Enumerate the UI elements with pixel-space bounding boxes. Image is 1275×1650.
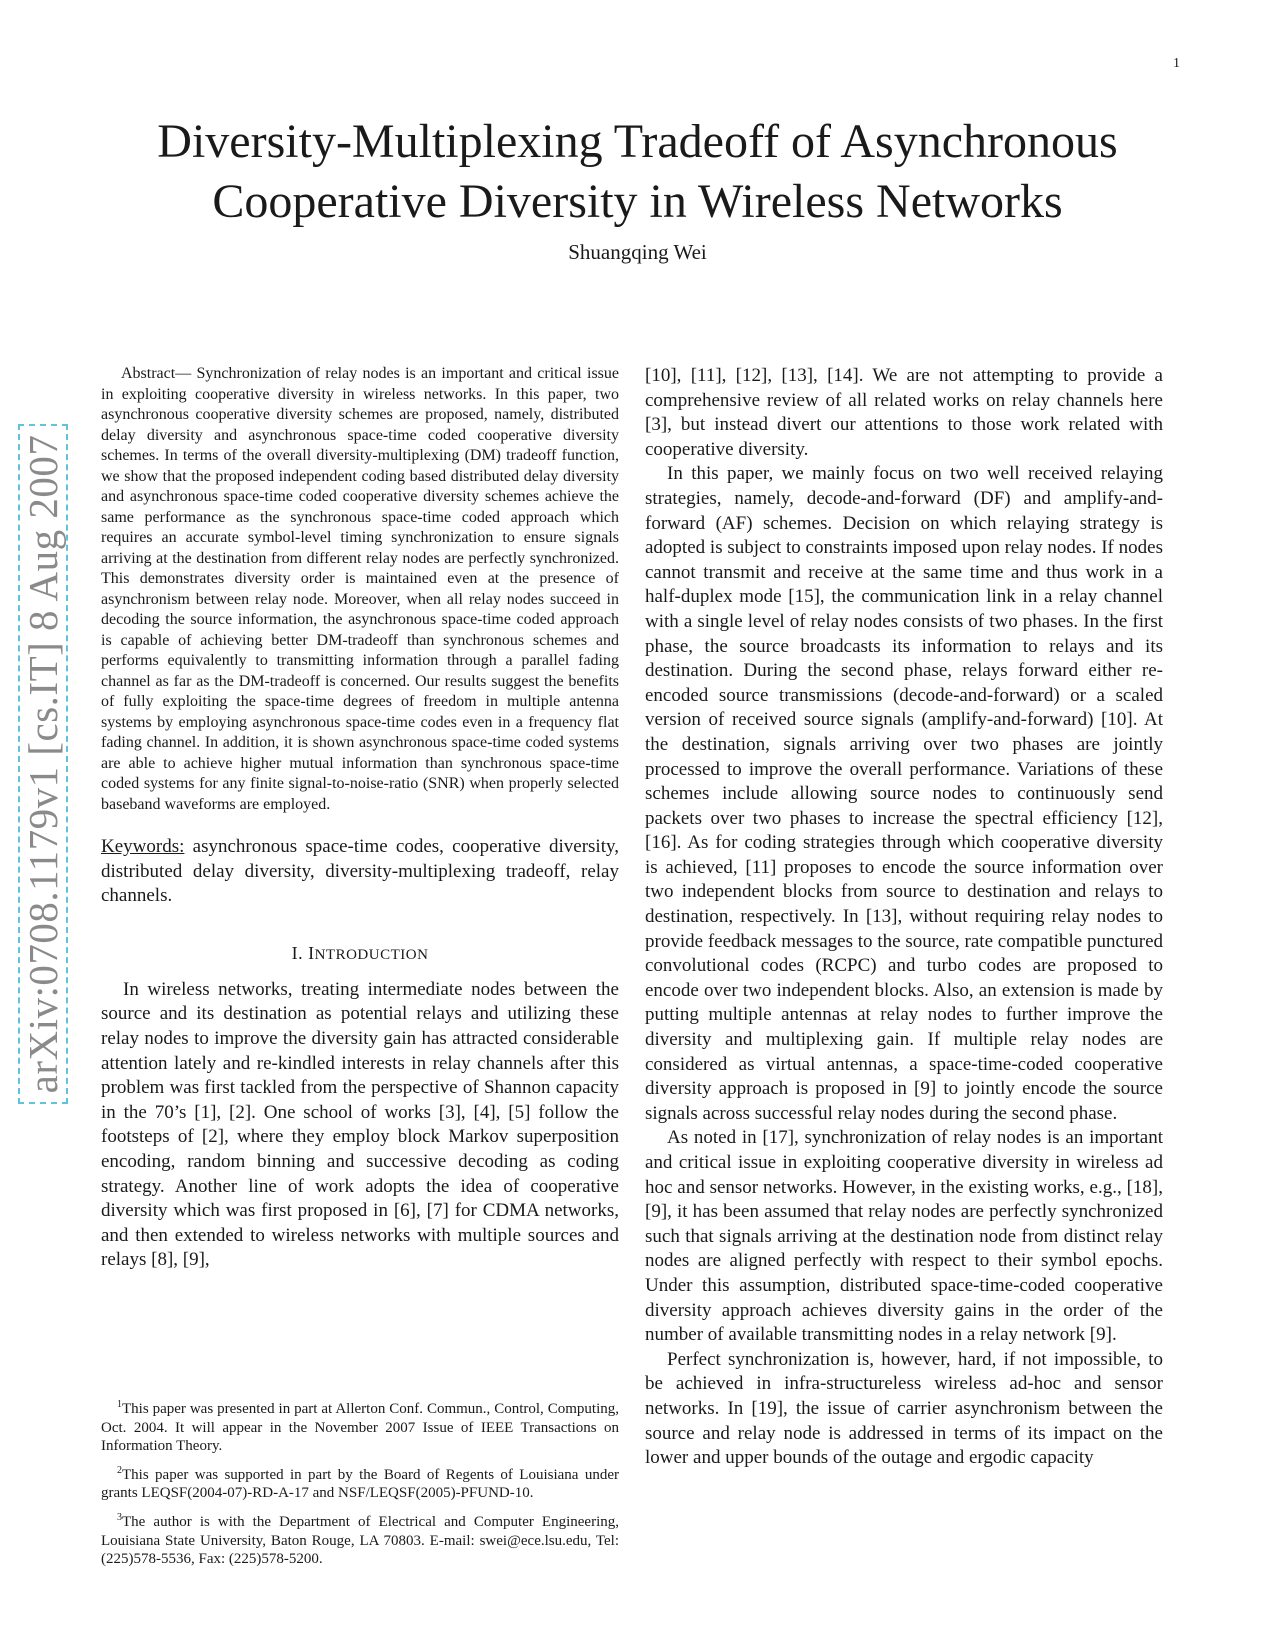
footnote-mark: 2 [117, 1464, 122, 1476]
intro-paragraph-5: Perfect synchronization is, however, hard, if not impossible, to be achieved in infra-structureless wireless ad-hoc and sensor networks. In [19], the issue of carrier asynchronism between the source and relay node is addressed in terms of its impact on the lower and upper bounds of the outage and ergodic capacity [645, 1348, 1163, 1469]
section-heading-introduction [101, 943, 619, 964]
footnote-mark: 1 [117, 1399, 122, 1410]
footnotes [101, 1396, 619, 1575]
keywords [101, 835, 619, 909]
keywords-text: asynchronous space-time codes, cooperative diversity, distributed delay diversity, diversity-multiplexing tradeoff, relay channels. [101, 836, 620, 907]
section-title-rest: NTRODUCTION [314, 946, 429, 963]
left-column [101, 364, 619, 1273]
section-number: I. [291, 942, 304, 963]
title-line-1: Diversity-Multiplexing Tradeoff of Asynchronous [157, 115, 1118, 168]
intro-paragraph-1: In wireless networks, treating intermediate nodes between the source and its destination as potential relays and utilizing these relay nodes to improve the diversity gain has attracted considerable attention lately and re-kindled interests in relay channels after this problem was first tackled from the perspective of Shannon capacity in the 70’s [1], [2]. One school of works [3], [4], [5] follow the footsteps of [2], where they employ block Markov superposition encoding, random binning and successive decoding as coding strategy. Another line of work adopts the idea of cooperative diversity which was first proposed in [6], [7] for CDMA networks, and then extended to wireless networks with multiple sources and relays [8], [9], [101, 978, 619, 1271]
keywords-label: Keywords: [101, 836, 185, 857]
intro-paragraph-2: [10], [11], [12], [13], [14]. We are not attempting to provide a comprehensive review of all related works on relay channels here [3], but instead divert our attentions to those work related with cooperative diversity. [645, 365, 1163, 460]
section-title-first: I [308, 942, 315, 963]
footnote-mark: 3 [117, 1511, 122, 1523]
intro-paragraph-4: As noted in [17], synchronization of relay nodes is an important and critical issue in exploiting cooperative diversity in wireless ad hoc and sensor networks. However, in the existing works, e.g., [18], [9], it has been assumed that relay nodes are perfectly synchronized such that signals arriving at the destination node from distinct relay nodes are aligned perfectly with respect to their symbol epochs. Under this assumption, distributed space-time-coded cooperative diversity approach achieves diversity gains in the order of the number of available transmitting nodes in a relay network [9]. [645, 1127, 1163, 1346]
paper-title [0, 112, 1275, 232]
footnote-text: The author is with the Department of Electrical and Computer Engineering, Louisiana State University, Baton Rouge, LA 70803. E-mail: swei@ece.lsu.edu, Tel: (225)578-5536, Fax: (225)578-5200. [101, 1513, 619, 1568]
arxiv-stamp-text: arXiv:0708.1179v1 [cs.IT] 8 Aug 2007 [20, 434, 66, 1094]
right-column [645, 364, 1163, 1471]
footnote-2 [101, 1462, 619, 1503]
footnote-text: This paper was presented in part at Allerton Conf. Commun., Control, Computing, Oct. 2004. It will appear in the November 2007 Issue of IEEE Transactions on Information Theory. [101, 1401, 619, 1455]
abstract-text: Synchronization of relay nodes is an important and critical issue in exploiting cooperative diversity in wireless networks. In this paper, two asynchronous cooperative diversity schemes are proposed, namely, distributed delay diversity and asynchronous space-time coded cooperative diversity schemes. In terms of the overall diversity-multiplexing (DM) tradeoff function, we show that the proposed independent coding based distributed delay diversity and asynchronous space-time coded cooperative diversity schemes achieve the same performance as the synchronous space-time coded approach which requires an accurate symbol-level timing synchronization to ensure signals arriving at the destination from different relay nodes are perfectly synchronized. This demonstrates diversity order is maintained even at the presence of asynchronism between relay node. Moreover, when all relay nodes succeed in decoding the source information, the asynchronous space-time coded approach is capable of achieving better DM-tradeoff than synchronous schemes and performs equivalently to transmitting information through a parallel fading channel as far as the DM-tradeoff is concerned. Our results suggest the benefits of fully exploiting the space-time degrees of freedom in multiple antenna systems by employing asynchronous space-time codes even in a frequency flat fading channel. In addition, it is shown asynchronous space-time coded systems are able to achieve higher mutual information than synchronous space-time coded systems for any finite signal-to-noise-ratio (SNR) when properly selected baseband waveforms are employed. [101, 365, 620, 813]
page-number: 1 [1173, 56, 1180, 71]
footnote-3 [101, 1509, 619, 1569]
footnote-1 [101, 1396, 619, 1456]
intro-paragraph-3: In this paper, we mainly focus on two well received relaying strategies, namely, decode-and-forward (DF) and amplify-and-forward (AF) schemes. Decision on which relaying strategy is adopted is subject to constraints imposed upon relay nodes. If nodes cannot transmit and receive at the same time and thus work in a half-duplex mode [15], the communication link in a relay channel with a single level of relay nodes consists of two phases. In the first phase, the source broadcasts its information to relays and its destination. During the second phase, relays forward either re-encoded source transmissions (decode-and-forward) or a scaled version of received source signals (amplify-and-forward) [10]. At the destination, signals arriving over two phases are jointly processed to improve the overall performance. Variations of these schemes include allowing source nodes to continuously send packets over two phases to increase the spectral efficiency [12], [16]. As for coding strategies through which cooperative diversity is achieved, [11] proposes to encode the source information over two independent blocks from source to destination and relays to destination, respectively. In [13], without requiring relay nodes to provide feedback messages to the source, rate compatible punctured convolutional codes (RCPC) and turbo codes are proposed to encode over two independent blocks. Also, an extension is made by putting multiple antennas at relay nodes to further improve the diversity and multiplexing gain. If multiple relay nodes are considered as virtual antennas, a space-time-coded cooperative diversity approach is proposed in [9] to jointly encode the source signals across successful relay nodes during the second phase. [645, 463, 1163, 1124]
title-line-2: Cooperative Diversity in Wireless Networks [212, 175, 1063, 228]
footnote-text: This paper was supported in part by the Board of Regents of Louisiana under grants LEQSF(2004-07)-RD-A-17 and NSF/LEQSF(2005)-PFUND-10. [101, 1466, 619, 1502]
abstract: Abstract— Synchronization of relay nodes is an important and critical issue in exploiting cooperative diversity in wireless networks. In this paper, two asynchronous cooperative diversity schemes are proposed, namely, distributed delay diversity and asynchronous space-time coded cooperative diversity schemes. In terms of the overall diversity-multiplexing (DM) tradeoff function, we show that the proposed independent coding based distributed delay diversity and asynchronous space-time coded cooperative diversity schemes achieve the same performance as the synchronous space-time coded approach which requires an accurate symbol-level timing synchronization to ensure signals arriving at the destination from different relay nodes are perfectly synchronized. This demonstrates diversity order is maintained even at the presence of asynchronism between relay node. Moreover, when all relay nodes succeed in decoding the source information, the asynchronous space-time coded approach is capable of achieving better DM-tradeoff than synchronous schemes and performs equivalently to transmitting information through a parallel fading channel as far as the DM-tradeoff is concerned. Our results suggest the benefits of fully exploiting the space-time degrees of freedom in multiple antenna systems by employing asynchronous space-time codes even in a frequency flat fading channel. In addition, it is shown asynchronous space-time coded systems are able to achieve higher mutual information than synchronous space-time coded systems for any finite signal-to-noise-ratio (SNR) when properly selected baseband waveforms are employed. [101, 365, 620, 813]
author-name: Shuangqing Wei [568, 240, 707, 264]
arxiv-stamp [18, 424, 68, 1104]
abstract-label: Abstract [121, 365, 176, 382]
